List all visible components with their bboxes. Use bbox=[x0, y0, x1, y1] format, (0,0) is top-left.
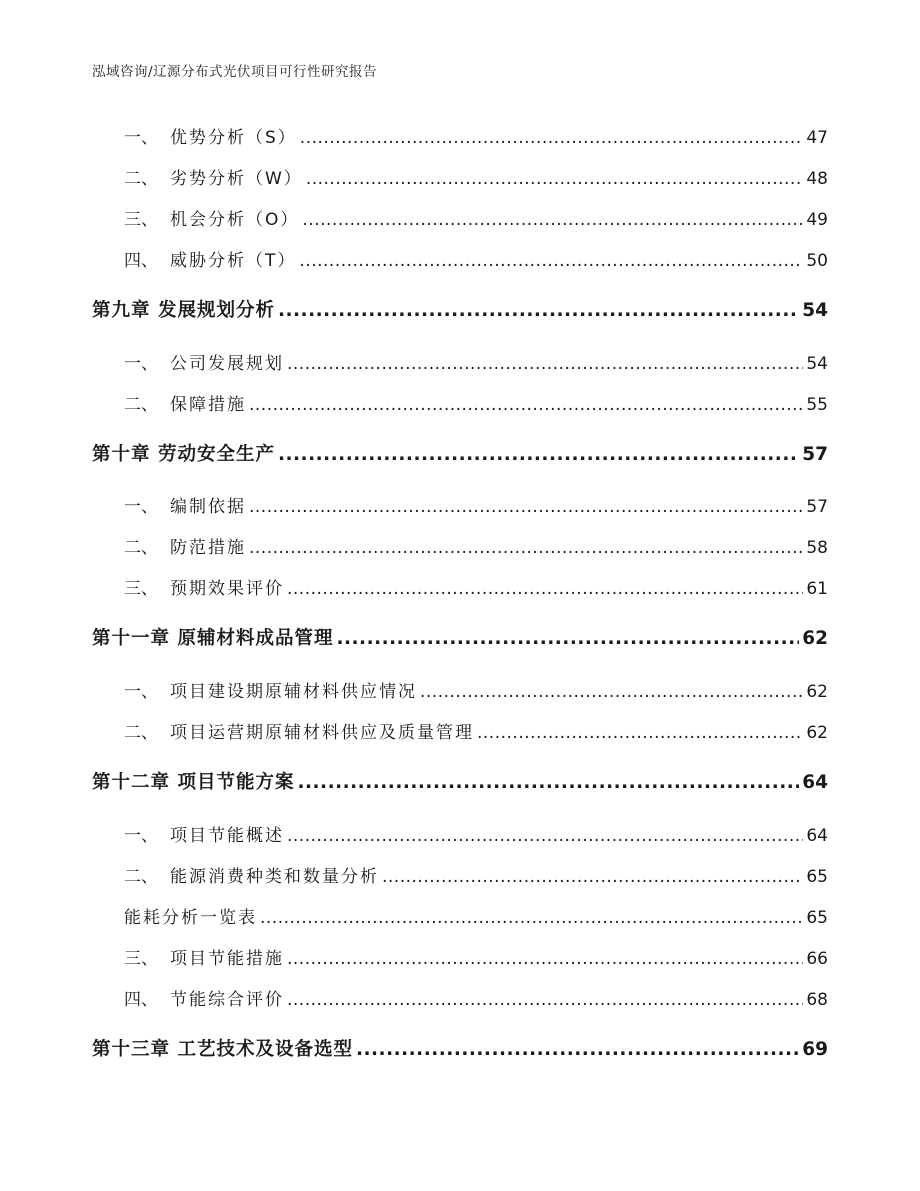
toc-page-number: 64 bbox=[806, 826, 828, 846]
toc-page-number: 49 bbox=[806, 210, 828, 230]
toc-page-number: 62 bbox=[802, 628, 828, 649]
toc-entry[interactable] bbox=[92, 492, 828, 517]
toc-page-number: 50 bbox=[806, 251, 828, 271]
leader-dots bbox=[382, 867, 803, 887]
toc-entry-number: 一、 bbox=[124, 682, 158, 702]
leader-dots bbox=[287, 949, 803, 969]
toc-entry-number: 四、 bbox=[124, 990, 158, 1010]
toc-chapter-title: 第十一章 原辅材料成品管理 bbox=[92, 628, 334, 649]
toc-entry-title: 机会分析（O） bbox=[170, 210, 300, 230]
toc-entry-number: 二、 bbox=[124, 169, 158, 189]
toc-entry[interactable] bbox=[92, 533, 828, 558]
toc-page-number: 64 bbox=[802, 772, 828, 793]
leader-dots bbox=[287, 990, 803, 1010]
toc-entry-number: 一、 bbox=[124, 354, 158, 374]
leader-dots bbox=[287, 354, 803, 374]
toc-chapter-entry[interactable] bbox=[92, 440, 828, 466]
toc-entry[interactable] bbox=[92, 718, 828, 743]
toc-page-number: 68 bbox=[806, 990, 828, 1010]
toc-entry[interactable] bbox=[92, 862, 828, 887]
leader-dots bbox=[297, 772, 799, 793]
toc-entry-number: 二、 bbox=[124, 723, 158, 743]
toc-entry-number: 三、 bbox=[124, 949, 158, 969]
toc-entry-title: 防范措施 bbox=[170, 538, 246, 558]
toc-entry-number: 四、 bbox=[124, 251, 158, 271]
toc-chapter-entry[interactable] bbox=[92, 1035, 828, 1061]
toc-entry-title: 劣势分析（W） bbox=[170, 169, 303, 189]
toc-page-number: 62 bbox=[806, 682, 828, 702]
toc-chapter-title: 第十章 劳动安全生产 bbox=[92, 444, 275, 465]
leader-dots bbox=[249, 538, 803, 558]
toc-entry[interactable] bbox=[92, 574, 828, 599]
toc-page-number: 47 bbox=[806, 128, 828, 148]
toc-entry[interactable] bbox=[92, 821, 828, 846]
toc-entry-title: 项目节能措施 bbox=[170, 949, 284, 969]
toc-entry-number: 一、 bbox=[124, 128, 158, 148]
toc-page-number: 62 bbox=[806, 723, 828, 743]
toc-entry-title: 项目建设期原辅材料供应情况 bbox=[170, 682, 417, 702]
toc-entry-title: 项目运营期原辅材料供应及质量管理 bbox=[170, 723, 474, 743]
leader-dots bbox=[420, 682, 803, 702]
toc-entry-title: 项目节能概述 bbox=[170, 826, 284, 846]
toc-entry[interactable] bbox=[92, 677, 828, 702]
leader-dots bbox=[300, 128, 804, 148]
toc-entry[interactable] bbox=[92, 205, 828, 230]
toc-entry[interactable] bbox=[92, 164, 828, 189]
leader-dots bbox=[278, 444, 799, 465]
toc-page-number: 69 bbox=[802, 1039, 828, 1060]
leader-dots bbox=[336, 628, 799, 649]
toc-entry[interactable] bbox=[92, 903, 828, 928]
toc-entry-number: 二、 bbox=[124, 867, 158, 887]
toc-entry-title: 优势分析（S） bbox=[170, 128, 297, 148]
toc-page-number: 55 bbox=[806, 395, 828, 415]
toc-chapter-title: 第十二章 项目节能方案 bbox=[92, 772, 295, 793]
toc-chapter-entry[interactable] bbox=[92, 768, 828, 794]
toc-entry-number: 一、 bbox=[124, 497, 158, 517]
toc-page-number: 54 bbox=[806, 354, 828, 374]
toc-entry[interactable] bbox=[92, 390, 828, 415]
toc-entry[interactable] bbox=[92, 985, 828, 1010]
toc-entry-title: 节能综合评价 bbox=[170, 990, 284, 1010]
toc-entry[interactable] bbox=[92, 349, 828, 374]
toc-entry-number: 二、 bbox=[124, 538, 158, 558]
toc-entry-number: 三、 bbox=[124, 579, 158, 599]
toc-entry-title: 编制依据 bbox=[170, 497, 246, 517]
toc-page-number: 57 bbox=[806, 497, 828, 517]
toc-entry-number: 三、 bbox=[124, 210, 158, 230]
toc-entry-title: 公司发展规划 bbox=[170, 354, 284, 374]
toc-entry-title: 能耗分析一览表 bbox=[124, 908, 257, 928]
leader-dots bbox=[287, 579, 803, 599]
toc-chapter-entry[interactable] bbox=[92, 624, 828, 650]
leader-dots bbox=[306, 169, 804, 189]
toc-page-number: 54 bbox=[802, 300, 828, 321]
toc-page-number: 65 bbox=[806, 867, 828, 887]
toc-entry[interactable] bbox=[92, 246, 828, 271]
toc-chapter-title: 第九章 发展规划分析 bbox=[92, 300, 275, 321]
leader-dots bbox=[249, 497, 803, 517]
toc-entry-number: 一、 bbox=[124, 826, 158, 846]
toc-entry[interactable] bbox=[92, 123, 828, 148]
running-header: 泓域咨询/辽源分布式光伏项目可行性研究报告 bbox=[92, 64, 378, 80]
toc-entry-title: 保障措施 bbox=[170, 395, 246, 415]
toc-page-number: 57 bbox=[802, 444, 828, 465]
leader-dots bbox=[477, 723, 803, 743]
toc-chapter-title: 第十三章 工艺技术及设备选型 bbox=[92, 1039, 353, 1060]
toc-page-number: 65 bbox=[806, 908, 828, 928]
leader-dots bbox=[278, 300, 799, 321]
leader-dots bbox=[302, 210, 803, 230]
toc-entry-title: 预期效果评价 bbox=[170, 579, 284, 599]
toc-entry-number: 二、 bbox=[124, 395, 158, 415]
toc-entry-title: 能源消费种类和数量分析 bbox=[170, 867, 379, 887]
toc-page-number: 61 bbox=[806, 579, 828, 599]
leader-dots bbox=[287, 826, 803, 846]
leader-dots bbox=[356, 1039, 799, 1060]
toc-page-number: 66 bbox=[806, 949, 828, 969]
toc-page-number: 48 bbox=[806, 169, 828, 189]
leader-dots bbox=[249, 395, 803, 415]
toc-page-number: 58 bbox=[806, 538, 828, 558]
toc-entry-title: 威胁分析（T） bbox=[170, 251, 297, 271]
toc-chapter-entry[interactable] bbox=[92, 296, 828, 322]
leader-dots bbox=[260, 908, 803, 928]
leader-dots bbox=[299, 251, 803, 271]
toc-entry[interactable] bbox=[92, 944, 828, 969]
